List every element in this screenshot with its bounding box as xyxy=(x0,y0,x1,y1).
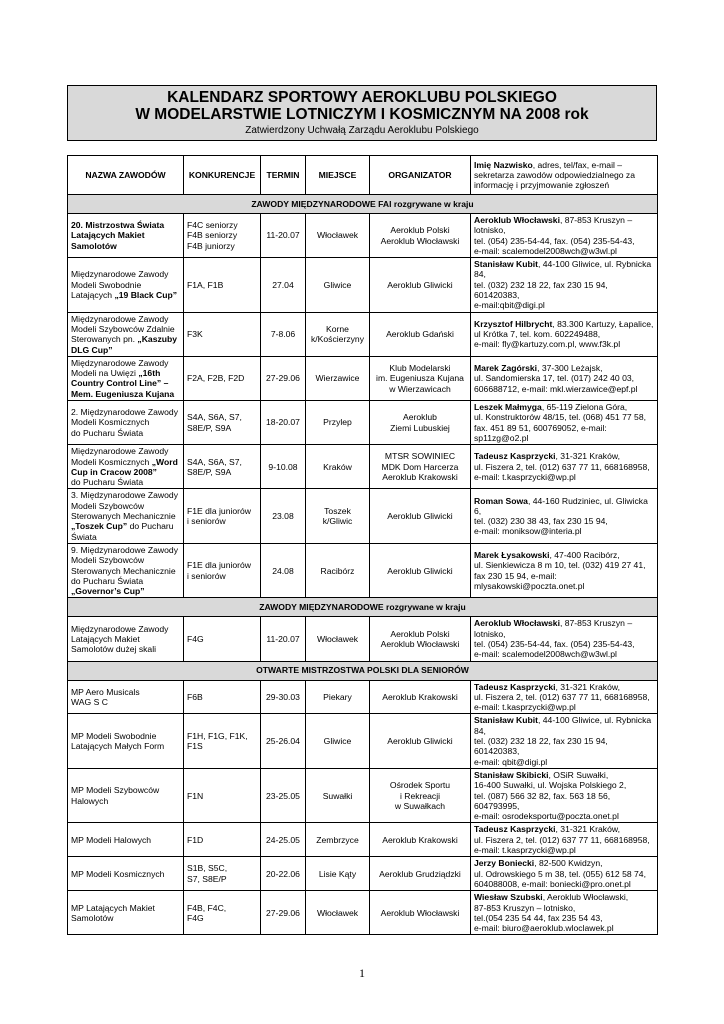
event-name-text: Międzynarodowe Zawody Modeli na Uwięzi xyxy=(71,357,169,379)
event-classes: F4B, F4C, F4G xyxy=(184,891,261,935)
event-place: Włocławek xyxy=(306,891,370,935)
table-row xyxy=(68,356,658,400)
event-classes: F1N xyxy=(184,768,261,822)
event-organizer: Klub Modelarski im. Eugeniusza Kujana w Wierzawicach xyxy=(370,356,471,400)
event-contact xyxy=(471,258,658,312)
event-name-bold: „Kaszuby DLG Cup” xyxy=(71,334,178,355)
event-name-text: 9. Międzynarodowe Zawody Modeli Szybowców Sterowanych Mechanicznie do Pucharu Świata xyxy=(71,544,178,586)
table-row xyxy=(68,214,658,258)
subtitle: Zatwierdzony Uchwałą Zarządu Aeroklubu Polskiego xyxy=(245,125,479,136)
header-contact-rest: , adres, tel/fax, e-mail – sekretarza zawodów odpowiedzialnego za informację i przyjmowanie zgłoszeń xyxy=(474,159,635,191)
contact-name: Krzysztof Hilbrycht xyxy=(474,318,553,329)
event-name xyxy=(68,445,184,489)
event-name xyxy=(68,768,184,822)
event-place: Włocławek xyxy=(306,617,370,661)
event-organizer: Aeroklub Włocławski xyxy=(370,891,471,935)
contact-name: Leszek Małmyga xyxy=(474,402,542,413)
event-date: 29-30.03 xyxy=(261,680,306,714)
event-name-text: MP Modeli Szybowców Halowych xyxy=(71,785,160,806)
contact-details: , 44-100 Gliwice, ul. Rybnicka 84, tel. (032) 232 18 22, fax 230 15 94, 601420383, e-mail:qbit@digi.pl xyxy=(474,259,652,311)
event-date: 24.08 xyxy=(261,543,306,597)
event-classes: F4G xyxy=(184,617,261,661)
event-organizer: Aeroklub Grudziądzki xyxy=(370,857,471,891)
event-name-text: MP Latających Makiet Samolotów xyxy=(71,902,155,923)
table-row xyxy=(68,768,658,822)
calendar-table xyxy=(67,155,658,935)
event-name-text: 3. Międzynarodowe Zawody Modeli Szybowców Sterowanych Mechanicznie xyxy=(71,490,178,522)
event-contact xyxy=(471,543,658,597)
table-row xyxy=(68,258,658,312)
event-place: Racibórz xyxy=(306,543,370,597)
contact-details: , 87-853 Kruszyn – lotnisko, tel. (054) 235-54-44, fax. (054) 235-54-43, e-mail: scalemodel2008wch@w3wl.pl xyxy=(474,215,635,256)
event-organizer: Aeroklub Krakowski xyxy=(370,823,471,857)
event-place: Piekary xyxy=(306,680,370,714)
event-classes: F1D xyxy=(184,823,261,857)
event-name xyxy=(68,891,184,935)
event-contact xyxy=(471,768,658,822)
event-date: 11-20.07 xyxy=(261,617,306,661)
section-row xyxy=(68,598,658,617)
page-number: 1 xyxy=(359,966,365,980)
event-contact xyxy=(471,312,658,356)
event-date: 20-22.06 xyxy=(261,857,306,891)
event-classes: F2A, F2B, F2D xyxy=(184,356,261,400)
event-date: 9-10.08 xyxy=(261,445,306,489)
event-date: 27.04 xyxy=(261,258,306,312)
header-date: TERMIN xyxy=(261,156,306,195)
event-date: 27-29.06 xyxy=(261,891,306,935)
event-contact xyxy=(471,714,658,768)
table-row xyxy=(68,857,658,891)
event-organizer: MTSR SOWINIEC MDK Dom Harcerza Aeroklub Krakowski xyxy=(370,445,471,489)
event-name-text: 2. Międzynarodowe Zawody Modeli Kosmicznych do Pucharu Świata xyxy=(71,407,178,438)
event-organizer: Aeroklub Gliwicki xyxy=(370,543,471,597)
contact-details: , 47-400 Racibórz, ul. Sienkiewicza 8 m 10, tel. (032) 419 27 41, fax 230 15 94, e-mail: mlysakowski@poczta.onet.pl xyxy=(474,550,646,591)
event-classes: F1E dla juniorów i seniorów xyxy=(184,543,261,597)
event-date: 18-20.07 xyxy=(261,401,306,445)
event-classes: F3K xyxy=(184,312,261,356)
title-box xyxy=(67,85,657,141)
contact-name: Marek Zagórski xyxy=(474,363,538,373)
contact-name: Aeroklub Włocławski xyxy=(474,215,560,225)
contact-details: , 83.300 Kartuzy, Łapalice, ul Krótka 7, tel. kom. 602249488, e-mail: fly@kartuzy.com.pl, www.f3k.pl xyxy=(474,318,654,350)
contact-details: , Aeroklub Włocławski, 87-853 Kruszyn – lotnisko, tel.(054 235 54 44, fax 235 54 43, e-mail: biuro@aeroklub.wloclawek.pl xyxy=(474,892,629,934)
event-name-text: MP Modeli Halowych xyxy=(71,834,152,845)
event-name xyxy=(68,680,184,714)
event-name xyxy=(68,617,184,661)
section-title: OTWARTE MISTRZOSTWA POLSKI DLA SENIORÓW xyxy=(68,661,658,680)
header-row xyxy=(68,156,658,195)
event-name xyxy=(68,489,184,543)
event-place: Włocławek xyxy=(306,214,370,258)
event-contact xyxy=(471,214,658,258)
event-classes: S4A, S6A, S7, S8E/P, S9A xyxy=(184,445,261,489)
event-place: Gliwice xyxy=(306,714,370,768)
event-contact xyxy=(471,445,658,489)
event-classes: F6B xyxy=(184,680,261,714)
contact-name: Tadeusz Kasprzycki xyxy=(474,681,556,692)
header-events: KONKURENCJE xyxy=(184,156,261,195)
header-place: MIEJSCE xyxy=(306,156,370,195)
event-name-text: MP Modeli Swobodnie Latających Małych Form xyxy=(71,730,165,752)
event-name-bold: „Word Cup in Cracow 2008” xyxy=(71,456,178,477)
contact-name: Wiesław Szubski xyxy=(474,892,543,903)
contact-name: Stanisław Kubit xyxy=(474,715,538,726)
contact-name: Marek Łysakowski xyxy=(474,550,550,561)
table-row xyxy=(68,891,658,935)
contact-details: , 37-300 Leżajsk, ul. Sandomierska 17, tel. (017) 242 40 03, 606688712, e-mail: mkl.wierzawice@epf.pl xyxy=(474,363,638,394)
contact-details: , 31-321 Kraków, ul. Fiszera 2, tel. (012) 637 77 11, 668168958, e-mail: t.kasprzycki@wp.pl xyxy=(474,451,650,482)
section-title: ZAWODY MIĘDZYNARODOWE FAI rozgrywane w kraju xyxy=(68,195,658,214)
title-line-2: W MODELARSTWIE LOTNICZYM I KOSMICZNYM NA 2008 rok xyxy=(135,106,589,123)
calendar-body xyxy=(68,156,658,935)
table-row xyxy=(68,401,658,445)
event-classes: F1E dla juniorów i seniorów xyxy=(184,489,261,543)
event-contact xyxy=(471,356,658,400)
contact-name: Stanisław Skibicki xyxy=(474,769,549,780)
table-row xyxy=(68,312,658,356)
section-row xyxy=(68,661,658,680)
event-name xyxy=(68,857,184,891)
event-place: Przylep xyxy=(306,401,370,445)
table-row xyxy=(68,617,658,661)
contact-details: , 87-853 Kruszyn – lotnisko, tel. (054) 235-54-44, fax. (054) 235-54-43, e-mail: scalemodel2008wch@w3wl.pl xyxy=(474,618,635,660)
event-date: 7-8.06 xyxy=(261,312,306,356)
event-name-text: Międzynarodowe Zawody Latających Makiet Samolotów dużej skali xyxy=(71,623,169,655)
table-row xyxy=(68,445,658,489)
event-name xyxy=(68,356,184,400)
event-organizer: Aeroklub Gdański xyxy=(370,312,471,356)
contact-details: , 44-100 Gliwice, ul. Rybnicka 84, tel. (032) 232 18 22, fax 230 15 94, 601420383, e-mail: qbit@digi.pl xyxy=(474,715,652,767)
event-name-bold: „19 Black Cup” xyxy=(114,290,178,301)
table-row xyxy=(68,714,658,768)
event-date: 27-29.06 xyxy=(261,356,306,400)
event-organizer: Aeroklub Krakowski xyxy=(370,680,471,714)
event-name-text: Międzynarodowe Zawody Modeli Szybowców Zdalnie Sterowanych pn. xyxy=(71,313,175,345)
event-classes: F1H, F1G, F1K, F1S xyxy=(184,714,261,768)
event-name xyxy=(68,312,184,356)
event-organizer: Aeroklub Gliwicki xyxy=(370,714,471,768)
event-name xyxy=(68,543,184,597)
section-row xyxy=(68,195,658,214)
header-contact-bold: Imię Nazwisko xyxy=(474,159,533,170)
event-name-text: do Pucharu Świata xyxy=(71,521,174,542)
contact-name: Tadeusz Kasprzycki xyxy=(474,451,556,462)
event-place: Lisie Kąty xyxy=(306,857,370,891)
event-organizer: Aeroklub Polski Aeroklub Włocławski xyxy=(370,214,471,258)
event-date: 25-26.04 xyxy=(261,714,306,768)
event-classes: S4A, S6A, S7, S8E/P, S9A xyxy=(184,401,261,445)
event-name-bold: „Governor’s Cup” xyxy=(71,586,145,597)
event-name-bold: 20. Mistrzostwa Świata Latających Makiet Samolotów xyxy=(71,220,165,251)
event-date: 23.08 xyxy=(261,489,306,543)
contact-details: , 31-321 Kraków, ul. Fiszera 2, tel. (012) 637 77 11, 668168958, e-mail: t.kasprzycki@wp.pl xyxy=(474,824,650,856)
contact-details: , OSiR Suwałki, 16-400 Suwałki, ul. Wojska Polskiego 2, tel. (087) 566 32 82, fax. 563 18 56, 604793995, e-mail: osrodeksportu@poczta.onet.pl xyxy=(474,769,627,822)
event-contact xyxy=(471,680,658,714)
event-place: Kraków xyxy=(306,445,370,489)
event-organizer: Aeroklub Gliwicki xyxy=(370,258,471,312)
event-place: Wierzawice xyxy=(306,356,370,400)
event-contact xyxy=(471,857,658,891)
contact-name: Tadeusz Kasprzycki xyxy=(474,824,556,835)
table-row xyxy=(68,680,658,714)
event-classes: F4C seniorzy F4B seniorzy F4B juniorzy xyxy=(184,214,261,258)
event-place: Suwałki xyxy=(306,768,370,822)
event-name xyxy=(68,714,184,768)
section-title: ZAWODY MIĘDZYNARODOWE rozgrywane w kraju xyxy=(68,598,658,617)
event-date: 23-25.05 xyxy=(261,768,306,822)
event-classes: F1A, F1B xyxy=(184,258,261,312)
event-place: Toszek k/Gliwic xyxy=(306,489,370,543)
event-name-bold: „16th Country Control Line” – Mem. Eugeniusza Kujana xyxy=(71,368,175,399)
event-place: Gliwice xyxy=(306,258,370,312)
event-name-text: MP Aero Musicals WAG S C xyxy=(71,686,140,708)
title-line-1: KALENDARZ SPORTOWY AEROKLUBU POLSKIEGO xyxy=(167,89,557,106)
event-contact xyxy=(471,489,658,543)
event-name-bold: „Toszek Cup” xyxy=(71,521,128,532)
contact-name: Roman Sowa xyxy=(474,495,528,506)
event-organizer: Aeroklub Polski Aeroklub Włocławski xyxy=(370,617,471,661)
event-contact xyxy=(471,617,658,661)
event-organizer: Aeroklub Gliwicki xyxy=(370,489,471,543)
table-row xyxy=(68,489,658,543)
contact-details: , 65-119 Zielona Góra, ul. Konstruktorów 48/15, tel. (068) 451 77 58, fax. 451 89 51, 600769052, e-mail: sp11zg@o2.pl xyxy=(474,402,646,443)
event-name-text: Międzynarodowe Zawody Modeli Swobodnie Latających xyxy=(71,269,169,301)
event-contact xyxy=(471,401,658,445)
event-contact xyxy=(471,823,658,857)
event-contact xyxy=(471,891,658,935)
header-organizer: ORGANIZATOR xyxy=(370,156,471,195)
contact-details: , 31-321 Kraków, ul. Fiszera 2, tel. (012) 637 77 11, 668168958, e-mail: t.kasprzycki@wp.pl xyxy=(474,681,650,713)
event-name-text: Międzynarodowe Zawody Modeli Kosmicznych xyxy=(71,446,169,467)
table-row xyxy=(68,543,658,597)
table-row xyxy=(68,823,658,857)
event-date: 24-25.05 xyxy=(261,823,306,857)
contact-details: , 82-500 Kwidzyn, ul. Odrowskiego 5 m 38, tel. (055) 612 58 74, 604088008, e-mail: boniecki@pro.onet.pl xyxy=(474,858,646,889)
event-organizer: Aeroklub Ziemi Lubuskiej xyxy=(370,401,471,445)
event-name xyxy=(68,401,184,445)
event-date: 11-20.07 xyxy=(261,214,306,258)
event-place: Zembrzyce xyxy=(306,823,370,857)
event-place: Korne k/Kościerzyny xyxy=(306,312,370,356)
event-organizer: Ośrodek Sportu i Rekreacji w Suwałkach xyxy=(370,768,471,822)
event-name xyxy=(68,823,184,857)
header-name: NAZWA ZAWODÓW xyxy=(68,156,184,195)
contact-name: Stanisław Kubit xyxy=(474,259,538,270)
event-name-text: do Pucharu Świata xyxy=(71,477,144,488)
event-name xyxy=(68,214,184,258)
event-classes: S1B, S5C, S7, S8E/P xyxy=(184,857,261,891)
contact-details: , 44-160 Rudziniec, ul. Gliwicka 6, tel. (032) 230 38 43, fax 230 15 94, e-mail: moniksow@interia.pl xyxy=(474,495,648,537)
contact-name: Jerzy Boniecki xyxy=(474,858,535,869)
event-name-text: MP Modeli Kosmicznych xyxy=(71,868,165,879)
event-name xyxy=(68,258,184,312)
contact-name: Aeroklub Włocławski xyxy=(474,618,560,629)
header-contact xyxy=(471,156,658,195)
